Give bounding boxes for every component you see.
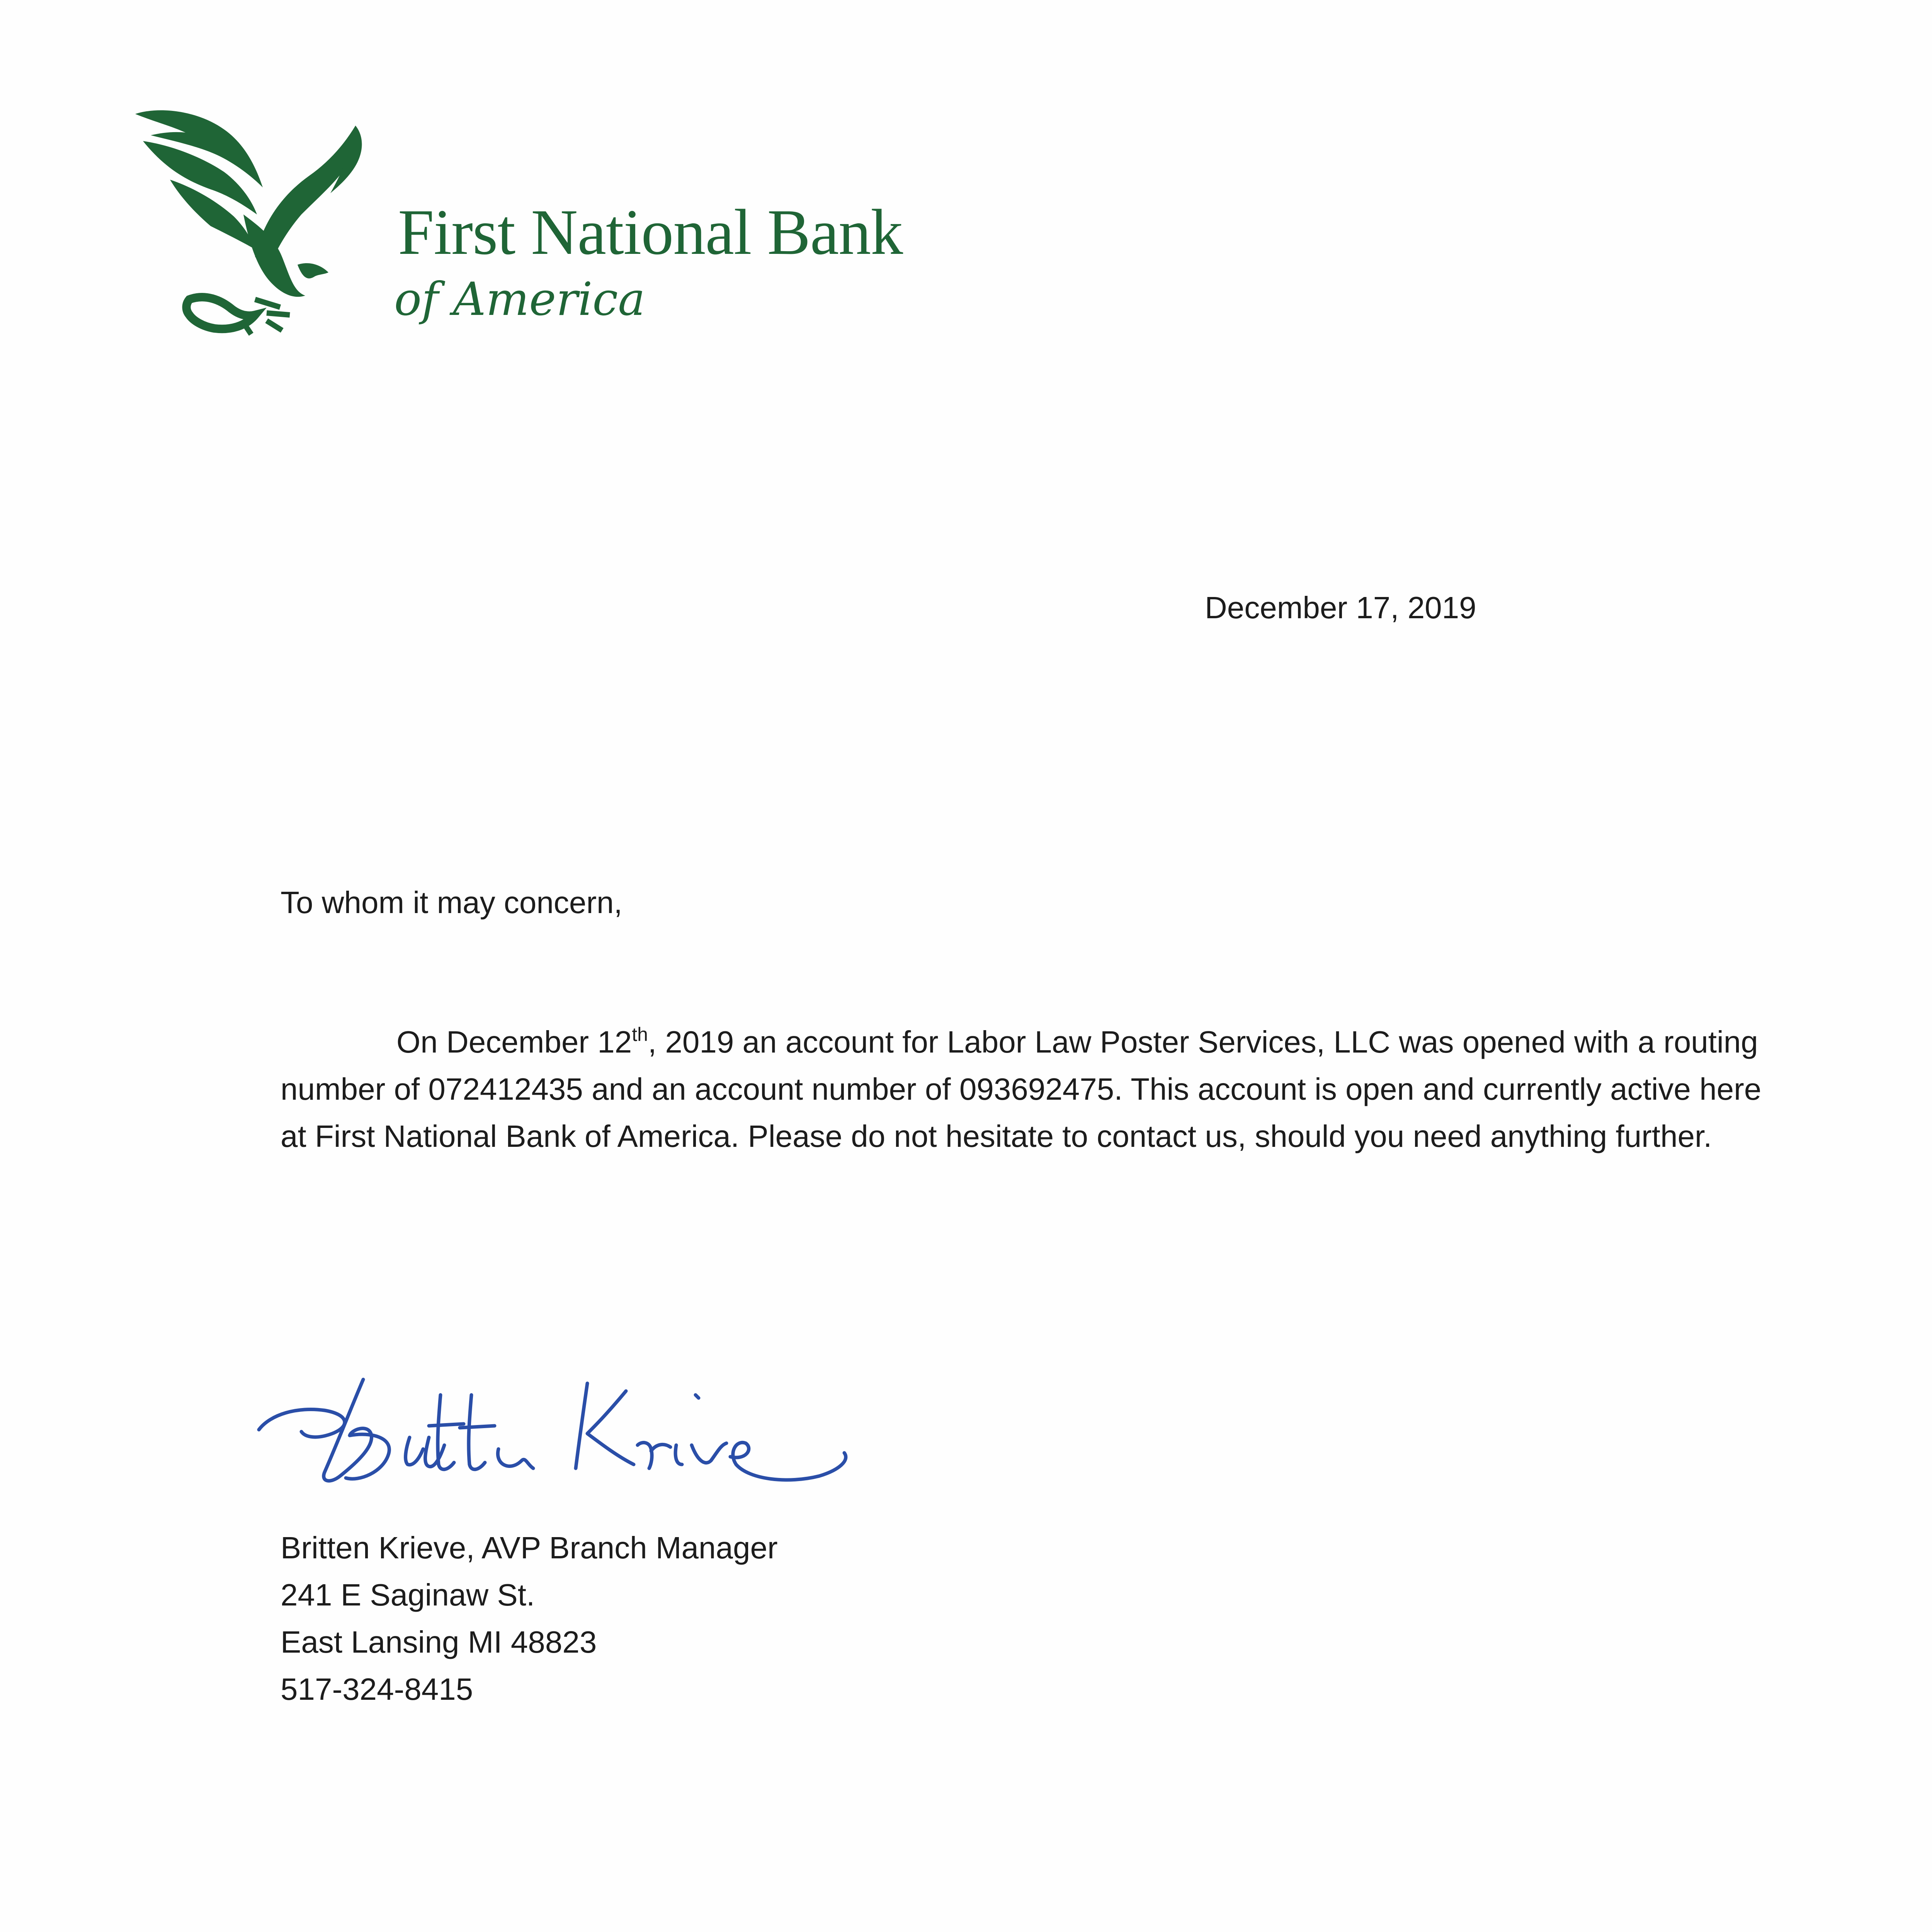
- body-paragraph: [281, 1019, 1791, 1160]
- letter-date: December 17, 2019: [1205, 590, 1476, 625]
- salutation: To whom it may concern,: [281, 885, 622, 920]
- bank-subtitle: of America: [394, 272, 645, 326]
- signature-block: [281, 1524, 778, 1713]
- bank-name: First National Bank: [398, 196, 903, 268]
- signer-street: 241 E Saginaw St.: [281, 1578, 535, 1612]
- ordinal-suffix: th: [632, 1024, 648, 1045]
- signer-phone: 517-324-8415: [281, 1672, 473, 1706]
- signature: [247, 1349, 854, 1515]
- signer-city-state-zip: East Lansing MI 48823: [281, 1625, 597, 1659]
- body-part-1: On December 12: [396, 1025, 632, 1059]
- body-part-2: , 2019 an account for Labor Law Poster Services, LLC was opened with a routing number of 072412435 and an account number of 093692475. This account is open and currently active here at First National Bank of America. Please do not hesitate to contact us, should you need anything further.: [281, 1025, 1762, 1153]
- eagle-icon: [128, 99, 429, 350]
- signer-name-title: Britten Krieve, AVP Branch Manager: [281, 1531, 778, 1565]
